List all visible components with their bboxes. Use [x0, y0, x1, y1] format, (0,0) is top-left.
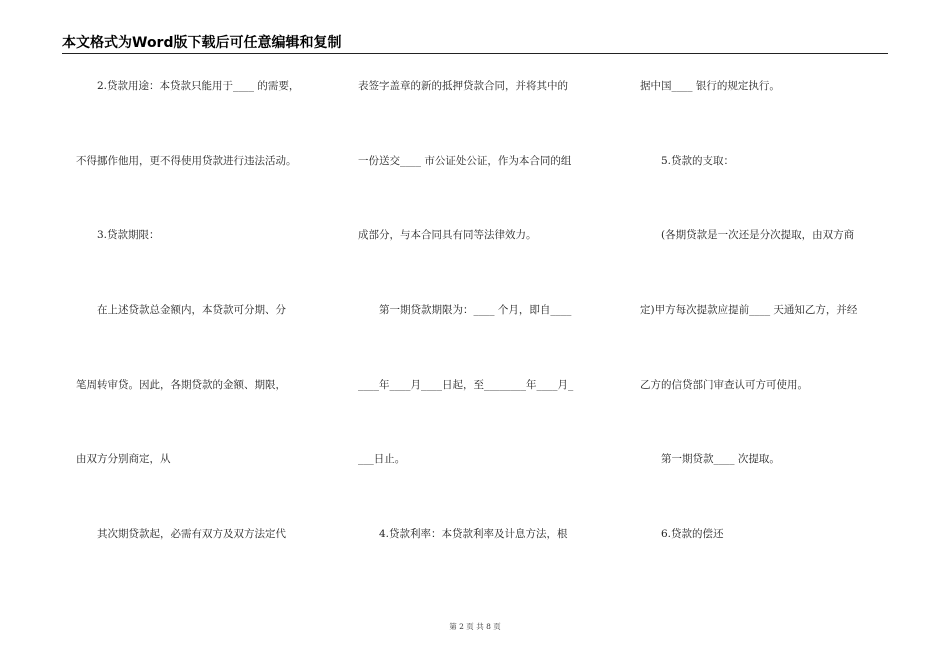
text-line: 3.贷款期限：	[76, 229, 160, 242]
text-line: ___日止。	[358, 453, 406, 466]
header-divider	[62, 53, 888, 54]
text-column-1	[76, 78, 321, 601]
text-line: 第一期贷款期限为：____ 个月，即自____	[358, 304, 572, 317]
text-line: 笔周转审贷。因此，各期贷款的金额、期限，	[76, 378, 286, 391]
text-line: 2.贷款用途：本贷款只能用于____ 的需要，	[76, 80, 300, 92]
text-line: (各期贷款是一次还是分次提取，由双方商	[640, 229, 855, 242]
text-column-3	[640, 78, 885, 601]
text-line: 6.贷款的偿还	[640, 528, 724, 541]
text-line: 成部分，与本合同具有同等法律效力。	[358, 229, 537, 242]
text-line: 4.贷款利率：本贷款利率及计息方法，根	[358, 528, 568, 541]
document-header-title: 本文格式为Word版下载后可任意编辑和复制	[62, 35, 342, 51]
text-line: 不得挪作他用，更不得使用贷款进行违法活动。	[76, 154, 297, 167]
text-line: 其次期贷款起，必需有双方及双方法定代	[76, 528, 286, 541]
text-column-2	[358, 78, 603, 601]
text-line: 乙方的信贷部门审查认可方可使用。	[640, 378, 808, 391]
text-line: 表签字盖章的新的抵押贷款合同，并将其中的	[358, 80, 568, 92]
text-line: 据中国____ 银行的规定执行。	[640, 80, 780, 92]
text-line: 一份送交____ 市公证处公证，作为本合同的组	[358, 154, 572, 167]
text-line: 定)甲方每次提款应提前____ 天通知乙方，并经	[640, 304, 858, 317]
text-line: 由双方分别商定，从	[76, 453, 171, 466]
text-line: 在上述贷款总金额内，本贷款可分期、分	[76, 304, 286, 317]
text-line: 第一期贷款____ 次提取。	[640, 453, 780, 466]
page-number-footer: 第 2 页 共 8 页	[449, 622, 501, 631]
text-line: 5.贷款的支取：	[640, 154, 735, 167]
text-line: ____年____月____日起，至________年____月_	[358, 378, 574, 391]
